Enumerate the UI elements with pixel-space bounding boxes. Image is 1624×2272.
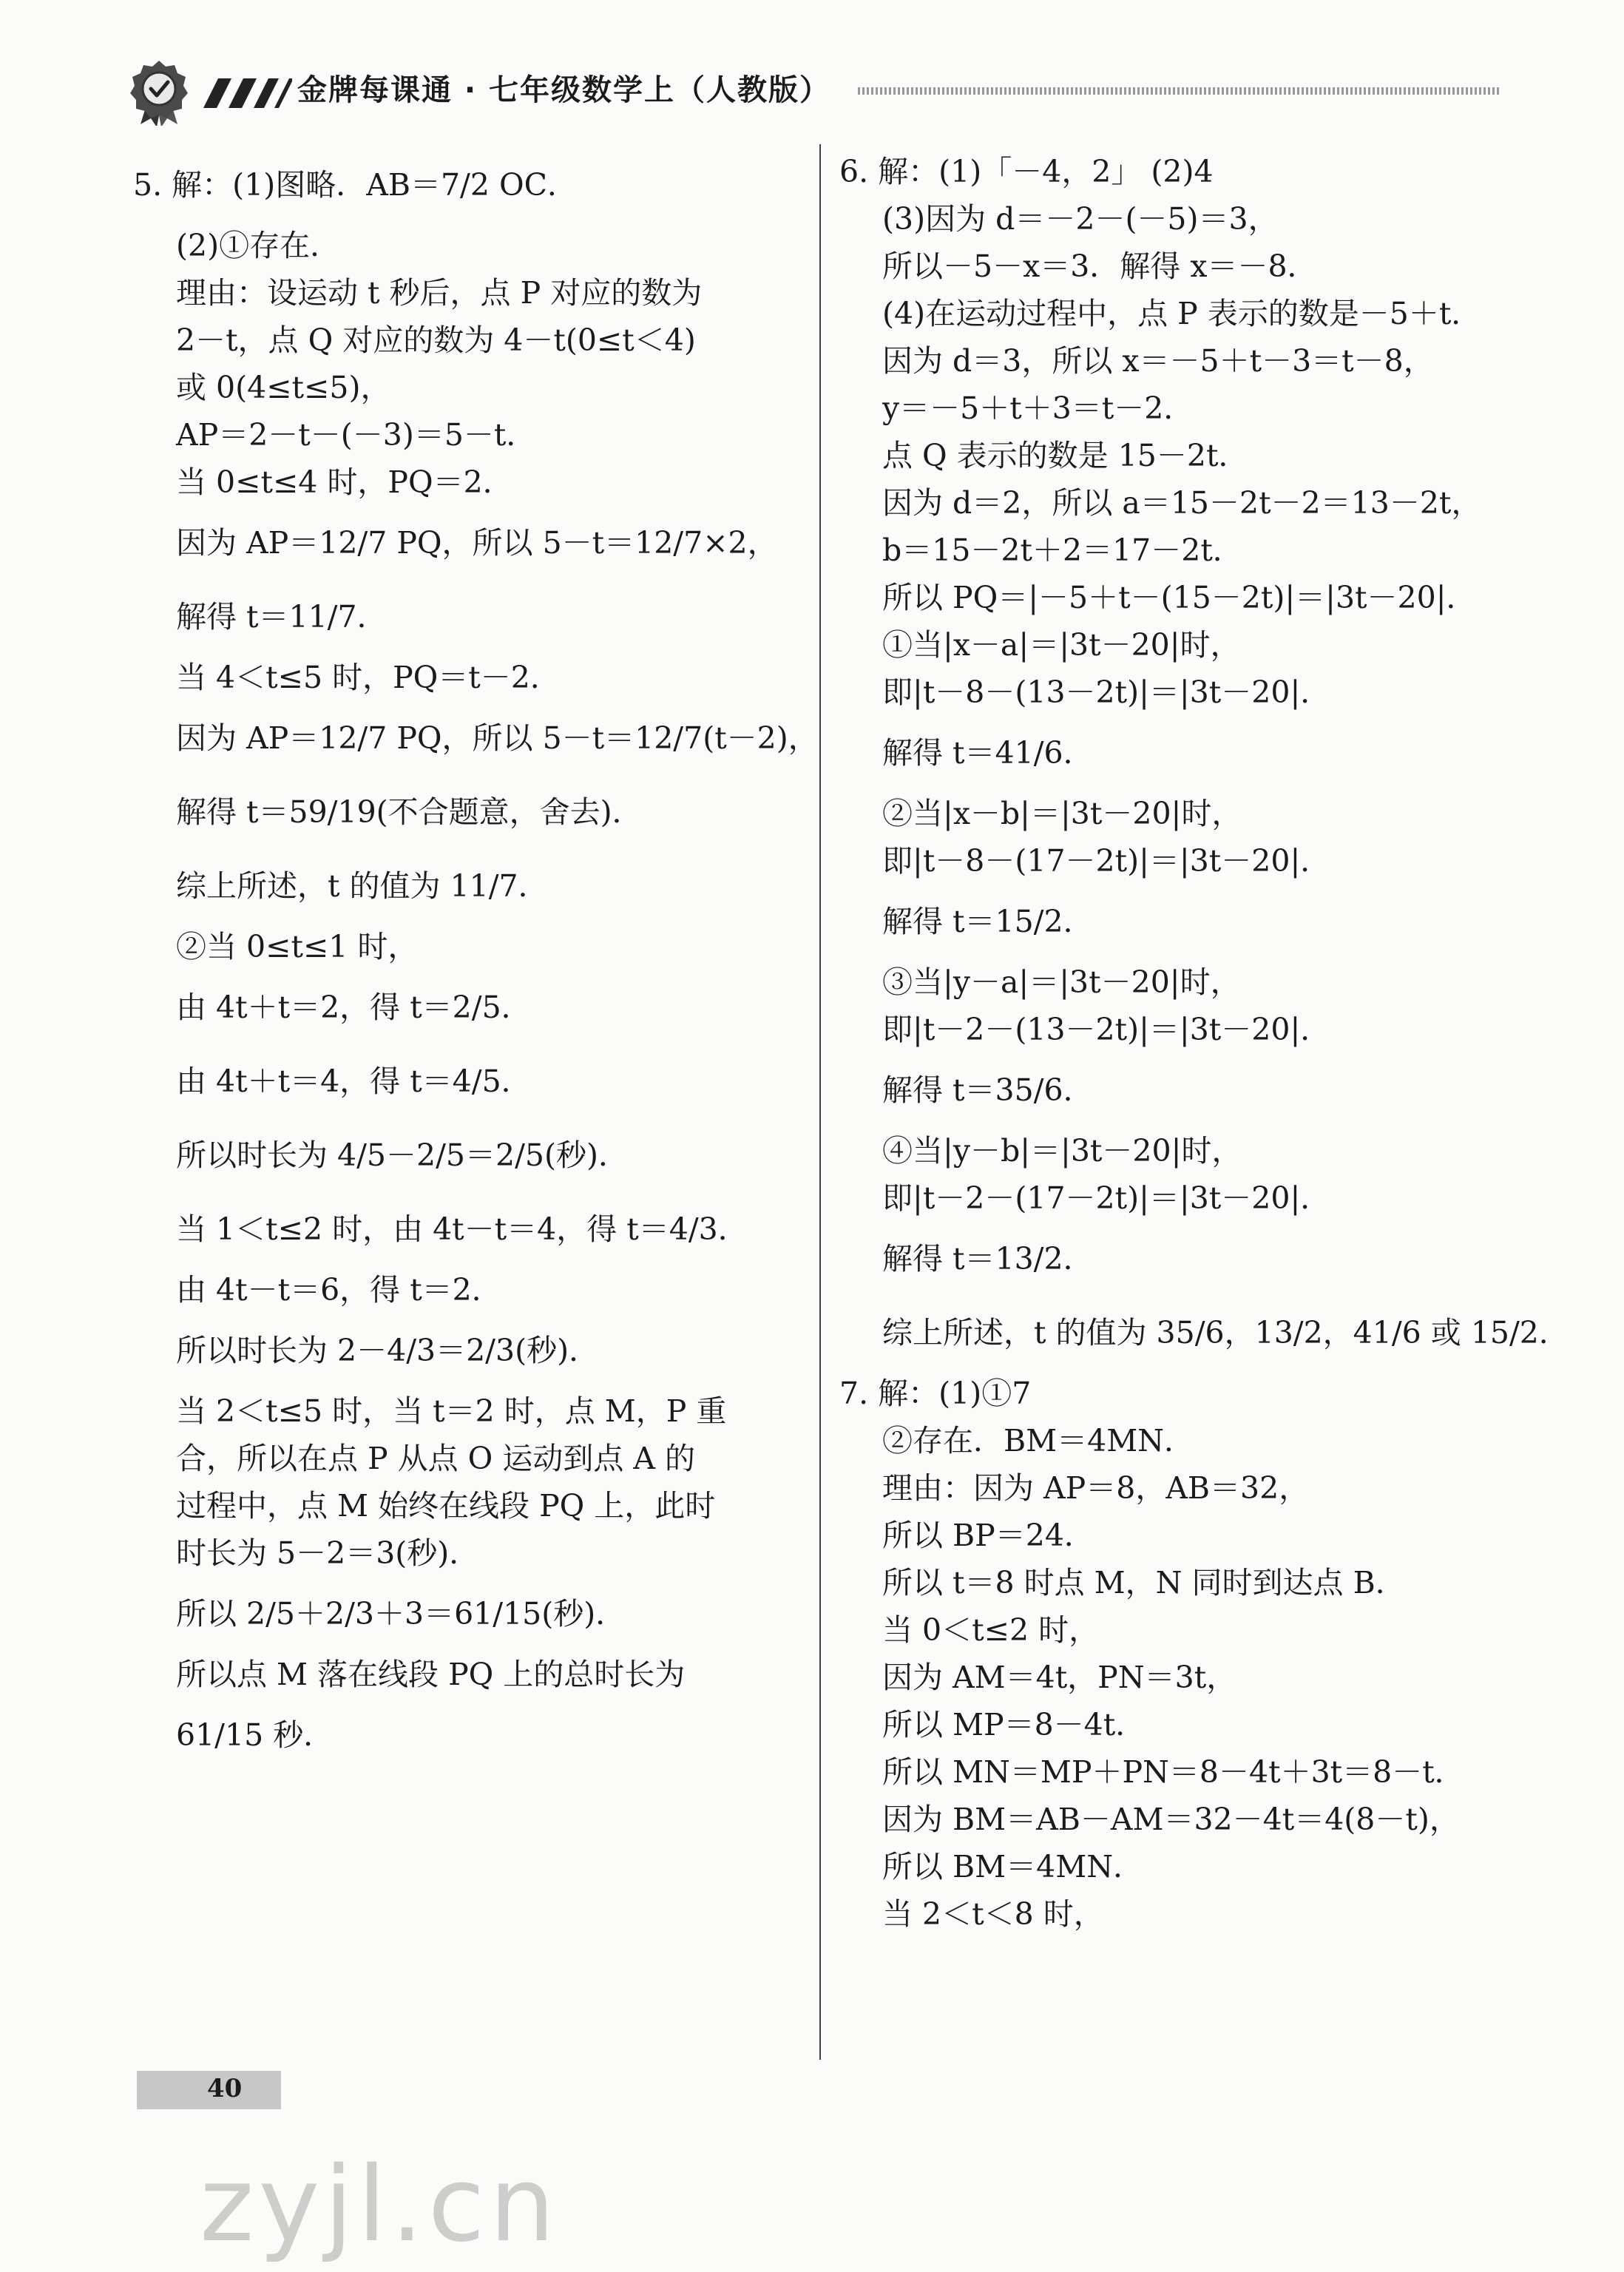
text-line: AP＝2－t－(－3)＝5－t． xyxy=(176,417,537,453)
text-line: 所以时长为 4/5－2/5＝2/5(秒)． xyxy=(176,1137,629,1173)
text-line: 当 2＜t＜8 时， xyxy=(882,1896,1104,1932)
text-line: 解得 t＝59/19(不合题意，舍去)． xyxy=(176,794,643,830)
text-line: 因为 AM＝4t，PN＝3t， xyxy=(882,1660,1237,1695)
column-divider xyxy=(819,144,821,2060)
text-line: 由 4t＋t＝2，得 t＝2/5． xyxy=(176,990,532,1025)
text-line: 时长为 5－2＝3(秒)． xyxy=(176,1535,480,1571)
text-line: 所以点 M 落在线段 PQ 上的总时长为 xyxy=(176,1657,686,1692)
text-line: 所以时长为 2－4/3＝2/3(秒)． xyxy=(176,1333,600,1368)
text-line: 当 1＜t≤2 时，由 4t－t＝4，得 t＝4/3． xyxy=(176,1211,748,1247)
text-line: 所以 PQ＝|－5＋t－(15－2t)|＝|3t－20|． xyxy=(882,580,1477,615)
text-line: 即|t－8－(17－2t)|＝|3t－20|． xyxy=(882,843,1331,879)
text-line: 由 4t＋t＝4，得 t＝4/5． xyxy=(176,1064,532,1099)
text-line: 2－t，点 Q 对应的数为 4－t(0≤t＜4) xyxy=(176,322,696,358)
right-column xyxy=(839,148,1569,1938)
text-line: 当 4＜t≤5 时，PQ＝t－2． xyxy=(176,660,561,695)
text-line: 所以 BP＝24． xyxy=(882,1518,1094,1553)
medal-badge-icon xyxy=(126,59,192,126)
text-line: 所以 MN＝MP＋PN＝8－4t＋3t＝8－t． xyxy=(882,1754,1465,1790)
text-line: 理由：因为 AP＝8，AB＝32， xyxy=(882,1470,1310,1506)
header-stripes-icon xyxy=(196,78,292,108)
left-column xyxy=(133,148,819,1772)
text-line: 5. 解：(1)图略．AB＝7/2 OC． xyxy=(133,167,578,203)
text-line: 7. 解：(1)①7 xyxy=(839,1376,1032,1411)
text-line: y＝－5＋t＋3＝t－2． xyxy=(882,390,1194,426)
text-line: 当 0≤t≤4 时，PQ＝2． xyxy=(176,464,513,500)
text-line: 理由：设运动 t 秒后，点 P 对应的数为 xyxy=(176,275,703,311)
page-header xyxy=(126,59,1501,118)
text-line: 解得 t＝35/6． xyxy=(882,1072,1094,1108)
text-line: ①当|x－a|＝|3t－20|时， xyxy=(882,627,1241,663)
header-title: 金牌每课通 · 七年级数学上（人教版） xyxy=(297,73,831,107)
text-line: 综上所述，t 的值为 11/7． xyxy=(176,868,549,904)
text-line: 即|t－2－(17－2t)|＝|3t－20|． xyxy=(882,1180,1331,1216)
text-line: ②存在．BM＝4MN． xyxy=(882,1423,1195,1458)
page-number-box xyxy=(137,2071,281,2109)
text-line: 过程中，点 M 始终在线段 PQ 上，此时 xyxy=(176,1488,716,1524)
text-line: 所以 2/5＋2/3＋3＝61/15(秒)． xyxy=(176,1596,626,1632)
text-line: 6. 解：(1)「－4，2」 (2)4 xyxy=(839,154,1214,189)
text-line: 解得 t＝13/2． xyxy=(882,1241,1094,1277)
header-dotted-rule xyxy=(858,87,1501,95)
text-line: 当 0＜t≤2 时， xyxy=(882,1612,1100,1648)
text-line: (4)在运动过程中，点 P 表示的数是－5＋t． xyxy=(882,296,1482,331)
watermark: zyjl.cn xyxy=(200,2145,560,2265)
text-line: 即|t－2－(13－2t)|＝|3t－20|． xyxy=(882,1012,1331,1047)
text-line: 所以－5－x＝3．解得 x＝－8． xyxy=(882,248,1318,284)
text-line: 因为 AP＝12/7 PQ，所以 5－t＝12/7(t－2)， xyxy=(176,720,819,756)
text-line: 因为 BM＝AB－AM＝32－4t＝4(8－t)， xyxy=(882,1802,1460,1837)
text-line: 点 Q 表示的数是 15－2t． xyxy=(882,438,1249,473)
text-line: (2)①存在． xyxy=(176,228,341,263)
text-line: 所以 t＝8 时点 M，N 同时到达点 B． xyxy=(882,1565,1406,1600)
text-line: 因为 d＝3，所以 x＝－5＋t－3＝t－8， xyxy=(882,343,1434,379)
text-line: 综上所述，t 的值为 35/6，13/2，41/6 或 15/2． xyxy=(882,1315,1569,1350)
text-line: 解得 t＝41/6． xyxy=(882,735,1094,771)
text-line: 解得 t＝15/2． xyxy=(882,904,1094,939)
text-line: (3)因为 d＝－2－(－5)＝3， xyxy=(882,201,1279,237)
text-line: 由 4t－t＝6，得 t＝2． xyxy=(176,1272,502,1308)
text-line: ②当 0≤t≤1 时， xyxy=(176,929,419,964)
text-line: 解得 t＝11/7． xyxy=(176,599,388,635)
text-line: ②当|x－b|＝|3t－20|时， xyxy=(882,796,1242,831)
text-line: 或 0(4≤t≤5)， xyxy=(176,370,391,405)
text-line: 因为 d＝2，所以 a＝15－2t－2＝13－2t， xyxy=(882,485,1482,521)
text-line: ③当|y－a|＝|3t－20|时， xyxy=(882,964,1241,1000)
text-line: 即|t－8－(13－2t)|＝|3t－20|． xyxy=(882,674,1331,710)
text-line: 合，所以在点 P 从点 O 运动到点 A 的 xyxy=(176,1441,696,1476)
text-line: ④当|y－b|＝|3t－20|时， xyxy=(882,1133,1242,1169)
text-line: 61/15 秒． xyxy=(176,1717,334,1753)
page-number: 40 xyxy=(207,2074,243,2103)
text-line: 当 2＜t≤5 时，当 t＝2 时，点 M，P 重 xyxy=(176,1393,727,1429)
text-line: 所以 BM＝4MN． xyxy=(882,1849,1144,1884)
text-line: 因为 AP＝12/7 PQ，所以 5－t＝12/7×2， xyxy=(176,525,778,561)
text-line: 所以 MP＝8－4t． xyxy=(882,1707,1146,1742)
text-line: b＝15－2t＋2＝17－2t． xyxy=(882,532,1243,568)
